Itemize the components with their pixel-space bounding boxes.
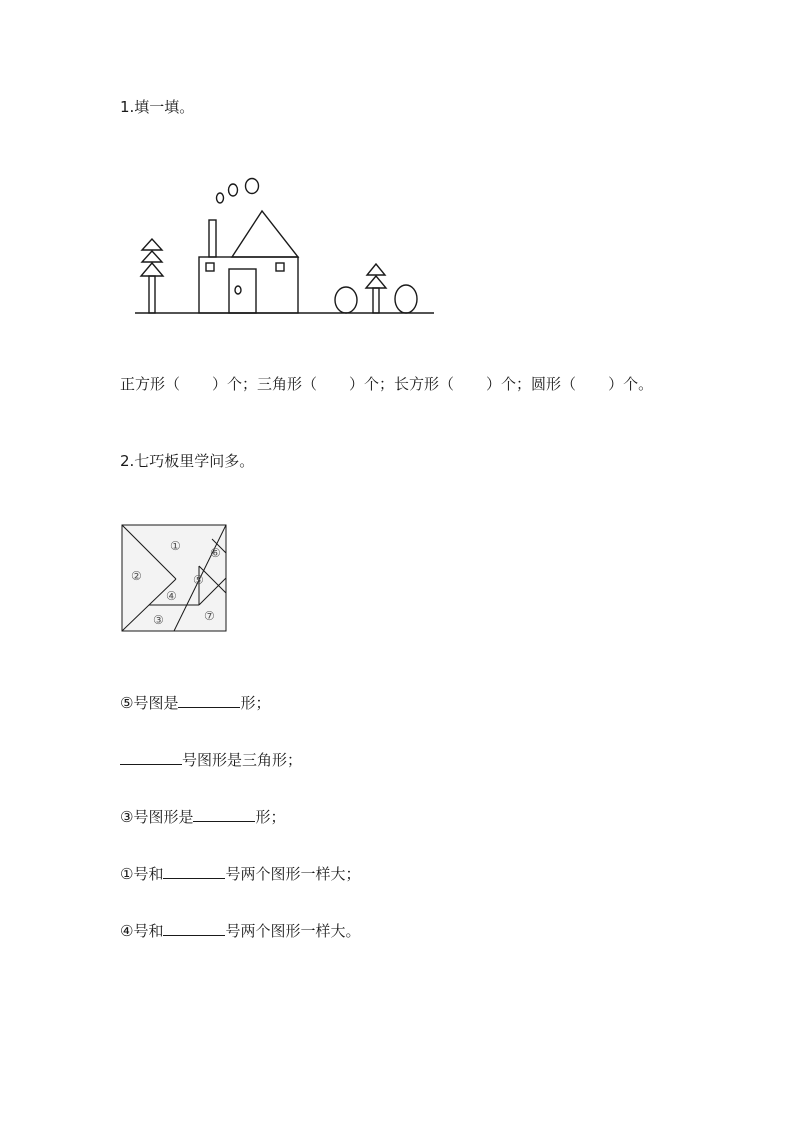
- smoke-circle-medium: [229, 184, 238, 196]
- fill-line-3: [120, 807, 285, 827]
- door: [229, 269, 256, 313]
- question-2-title: 2.七巧板里学问多。: [120, 452, 255, 470]
- bush-left: [335, 287, 357, 313]
- left-tree-triangle-top: [142, 239, 162, 250]
- bush-right: [395, 285, 417, 313]
- fill-line-5-suffix: 号两个图形一样大。: [225, 922, 361, 940]
- right-tree-triangle-bottom: [366, 276, 386, 288]
- fill-line-3-suffix: 形；: [255, 808, 286, 826]
- fill-line-1-blank[interactable]: [178, 693, 240, 708]
- right-window: [276, 263, 284, 271]
- tangram-label-2: ②: [131, 569, 142, 583]
- fill-line-1-prefix: ⑤号图是: [120, 694, 179, 712]
- right-tree-trunk: [373, 288, 379, 313]
- right-tree-triangle-top: [367, 264, 385, 275]
- smoke-circle-large: [246, 179, 259, 194]
- smoke-circle-small: [217, 193, 224, 203]
- fill-line-2-suffix: 号图形是三角形；: [182, 751, 303, 769]
- tangram-label-3: ③: [153, 613, 164, 627]
- fill-line-1-suffix: 形；: [240, 694, 271, 712]
- door-knob: [235, 286, 241, 294]
- tangram-label-1: ①: [170, 539, 181, 553]
- house-scene-figure: [132, 175, 442, 325]
- left-window: [206, 263, 214, 271]
- tangram-label-7: ⑦: [204, 609, 215, 623]
- fill-line-4: [120, 864, 360, 884]
- answer-part-square: 正方形（: [120, 375, 181, 393]
- chimney: [209, 220, 216, 257]
- fill-line-1: [120, 693, 270, 713]
- tangram-label-6: ⑥: [210, 546, 221, 560]
- fill-line-3-prefix: ③号图形是: [120, 808, 194, 826]
- fill-line-3-blank[interactable]: [193, 807, 255, 822]
- answer-part-rectangle: ）个；长方形（: [349, 375, 455, 393]
- tangram-figure: [120, 523, 230, 635]
- answer-part-end: ）个。: [608, 375, 654, 393]
- left-tree-triangle-bottom: [141, 263, 163, 276]
- fill-line-5: [120, 921, 360, 941]
- tangram-label-5: ⑤: [193, 573, 204, 587]
- left-tree-triangle-middle: [142, 251, 162, 262]
- fill-line-4-blank[interactable]: [163, 864, 225, 879]
- tangram-label-4: ④: [166, 589, 177, 603]
- answer-part-triangle: ）个；三角形（: [212, 375, 318, 393]
- question-1-title: 1.填一填。: [120, 98, 195, 116]
- fill-line-4-prefix: ①号和: [120, 865, 164, 883]
- question-1-answer-line: [120, 374, 653, 394]
- fill-line-5-prefix: ④号和: [120, 922, 164, 940]
- roof-triangle: [232, 211, 298, 257]
- left-tree-trunk: [149, 276, 155, 313]
- fill-line-2: [120, 750, 302, 770]
- fill-line-2-blank[interactable]: [120, 750, 182, 765]
- fill-line-5-blank[interactable]: [163, 921, 225, 936]
- fill-line-4-suffix: 号两个图形一样大；: [225, 865, 361, 883]
- answer-part-circle: ）个；圆形（: [486, 375, 577, 393]
